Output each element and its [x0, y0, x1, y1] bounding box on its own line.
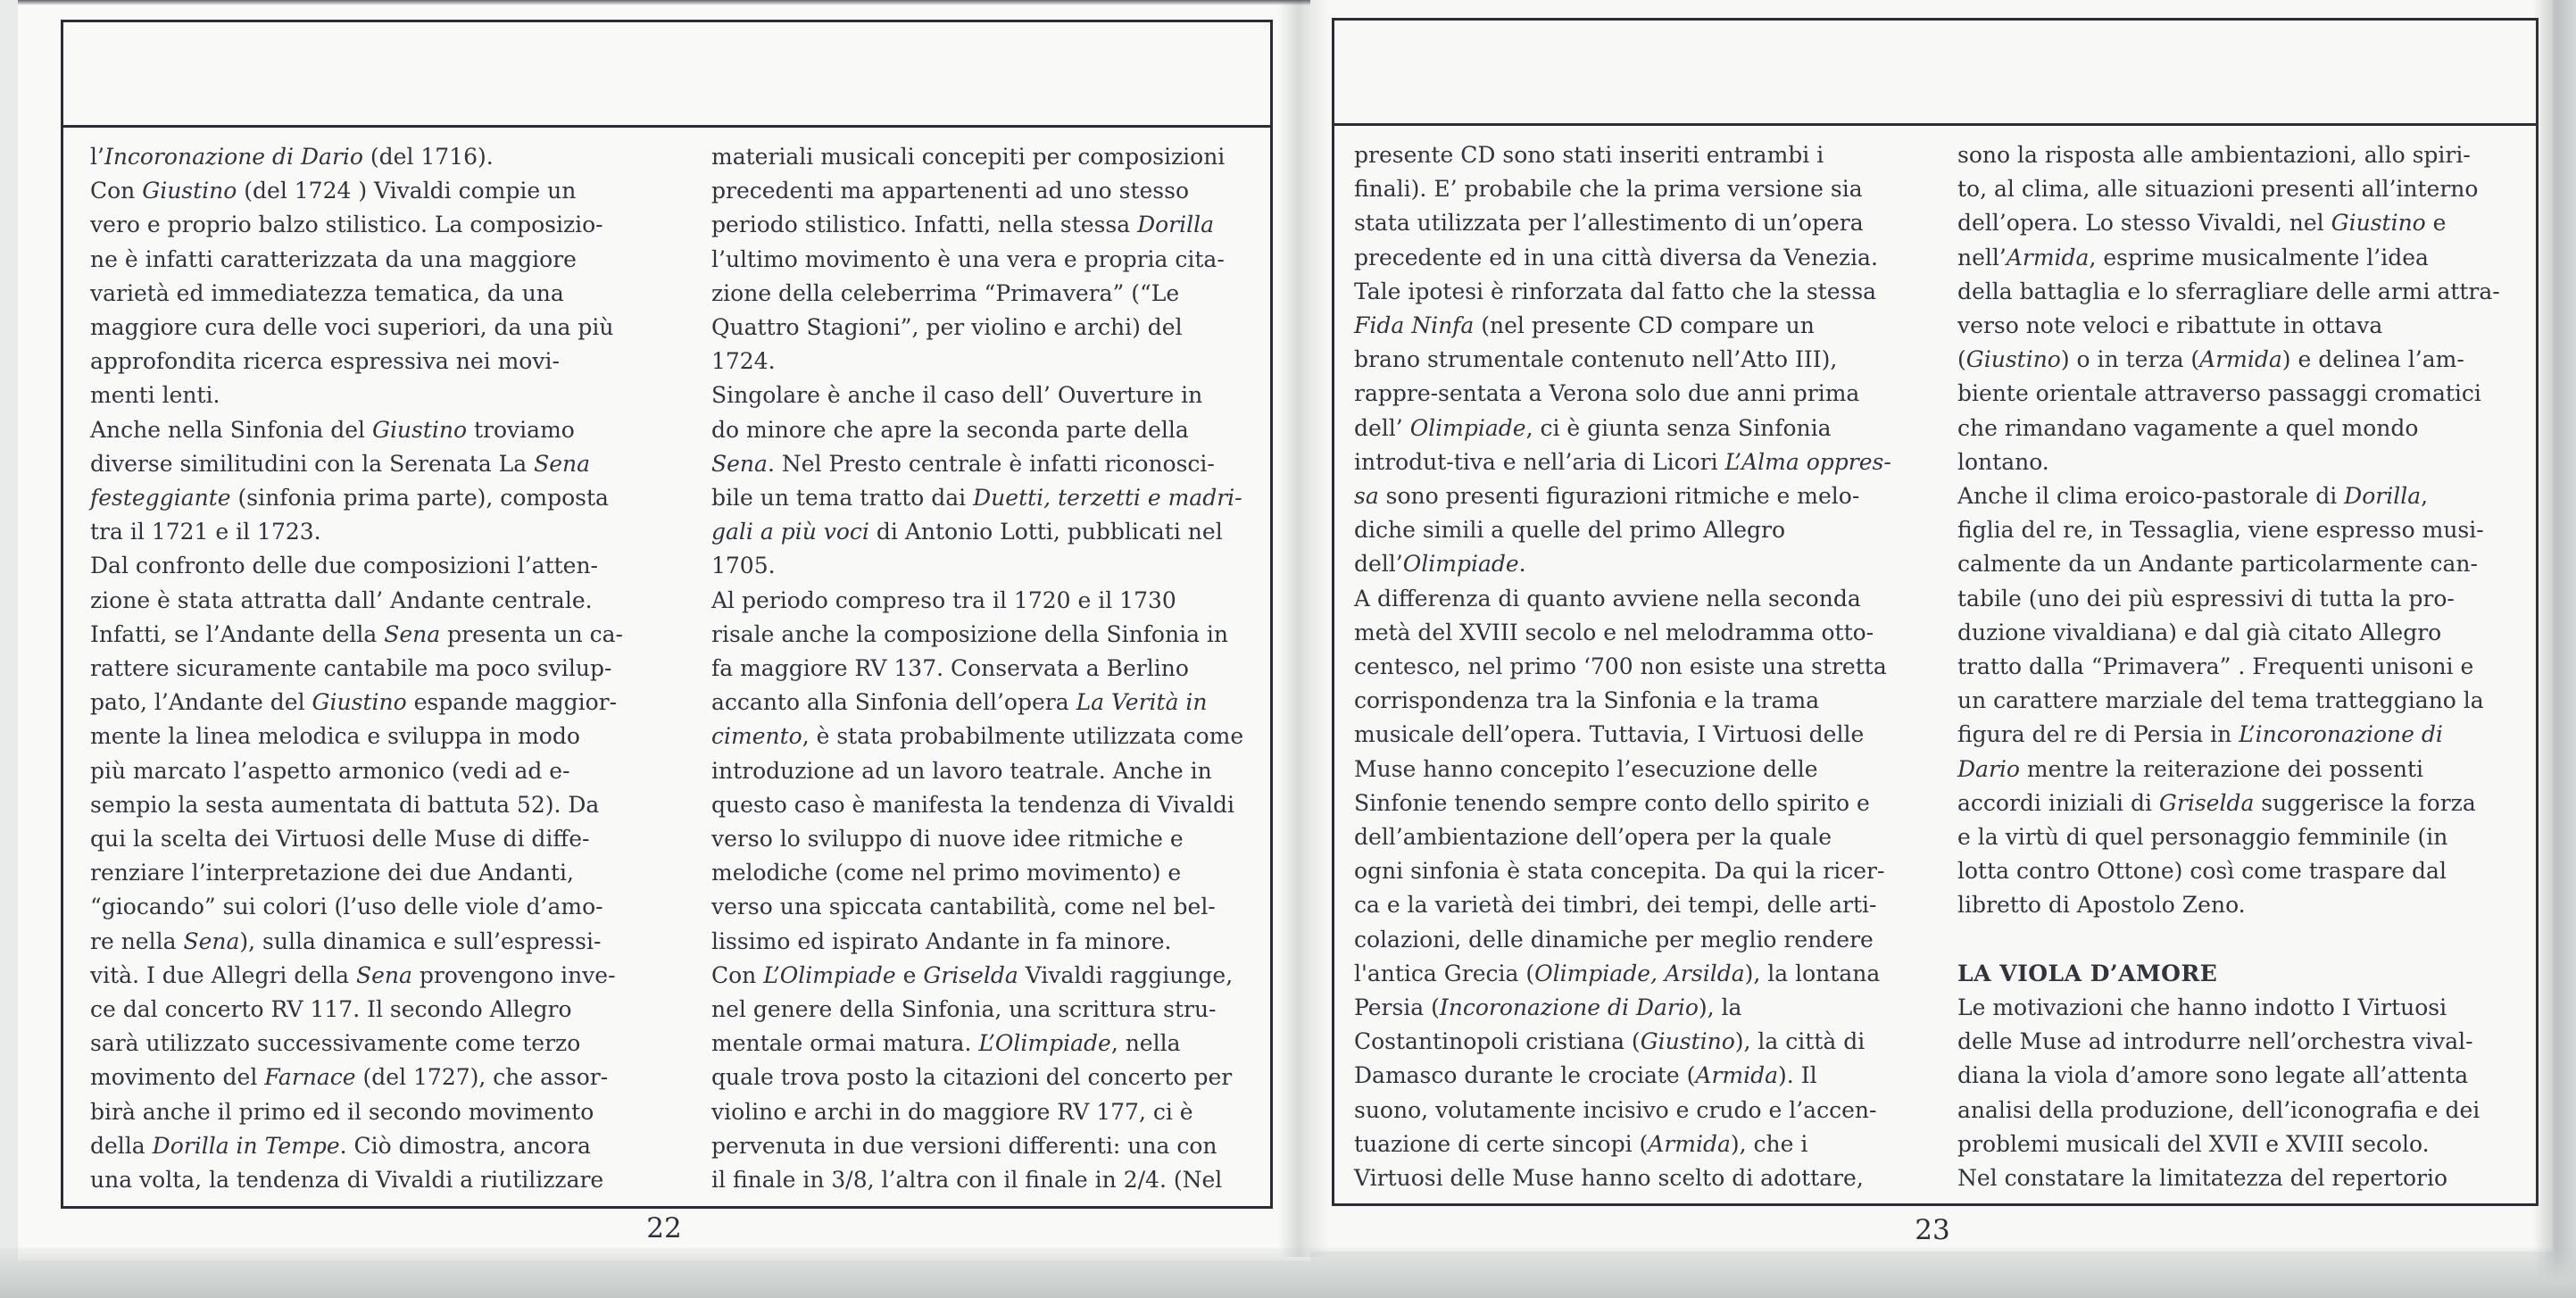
text-line: (Giustino) o in terza (Armida) e delinea l’am-	[1957, 346, 2464, 373]
text-line: bile un tema tratto dai Duetti, terzetti e madri-	[711, 485, 1242, 512]
text-line: maggiore cura delle voci superiori, da una più	[90, 314, 614, 341]
text-line: delle Muse ad introdurre nell’orchestra vival-	[1957, 1028, 2473, 1055]
text-line: mentale ormai matura. L’Olimpiade, nella	[711, 1030, 1181, 1057]
text-line: do minore che apre la seconda parte della	[711, 416, 1189, 443]
text-line: “giocando” sui colori (l’uso delle viole d’amo-	[90, 894, 603, 920]
text-line: diche simili a quelle del primo Allegro	[1354, 517, 1786, 544]
scanner-top-edge-shadow	[18, 0, 1310, 5]
text-line: libretto di Apostolo Zeno.	[1957, 892, 2246, 919]
text-line: figura del re di Persia in L’incoronazione di	[1957, 721, 2443, 748]
text-line: nel genere della Sinfonia, una scrittura stru-	[711, 996, 1217, 1023]
text-line: colazioni, delle dinamiche per meglio rendere	[1354, 926, 1874, 953]
text-line: finali). E’ probabile che la prima versione sia	[1354, 176, 1863, 203]
page-23-column-2	[1957, 138, 2520, 1203]
text-line: materiali musicali concepiti per composizioni	[711, 144, 1226, 170]
text-line: Sena. Nel Presto centrale è infatti riconosci-	[711, 450, 1215, 477]
page-23-frame	[1332, 18, 2539, 1206]
text-line: 1705.	[711, 553, 776, 579]
text-line: Sinfonie tenendo sempre conto dello spirito e	[1354, 789, 1870, 816]
text-line: pato, l’Andante del Giustino espande maggior-	[90, 689, 618, 716]
text-line: metà del XVIII secolo e nel melodramma otto-	[1354, 619, 1874, 645]
text-line: e la virtù di quel personaggio femminile (in	[1957, 824, 2448, 851]
text-line: movimento del Farnace (del 1727), che assor-	[90, 1064, 609, 1091]
text-line: Le motivazioni che hanno indotto I Virtuosi	[1957, 994, 2447, 1021]
text-line: violino e archi in do maggiore RV 177, ci è	[711, 1098, 1193, 1125]
booklet-spine-shadow	[1278, 0, 1330, 1257]
page-22-column-2	[711, 140, 1258, 1206]
page-right-edge-shadow	[2533, 0, 2576, 1298]
text-line: melodiche (come nel primo movimento) e	[711, 860, 1182, 886]
text-line: Costantinopoli cristiana (Giustino), la città di	[1354, 1028, 1866, 1055]
text-line: risale anche la composizione della Sinfonia in	[711, 620, 1229, 647]
text-line: Persia (Incoronazione di Dario), la	[1354, 994, 1742, 1021]
text-line: presente CD sono stati inseriti entrambi i	[1354, 142, 1824, 168]
text-line: accanto alla Sinfonia dell’opera La Verità in	[711, 689, 1208, 716]
text-line: l’Incoronazione di Dario (del 1716).	[90, 144, 494, 170]
text-line: accordi iniziali di Griselda suggerisce la forza	[1957, 789, 2476, 816]
text-line: introduzione ad un lavoro teatrale. Anche in	[711, 757, 1212, 784]
text-line: Virtuosi delle Muse hanno scelto di adottare,	[1354, 1165, 1864, 1192]
text-line: fa maggiore RV 137. Conservata a Berlino	[711, 655, 1189, 682]
page-number-23: 23	[1915, 1214, 1950, 1246]
text-line: l’ultimo movimento è una vera e propria cita-	[711, 245, 1225, 272]
text-line: mente la linea melodica e sviluppa in modo	[90, 723, 580, 750]
text-line: lotta contro Ottone) così come traspare dal	[1957, 858, 2447, 885]
text-line: duzione vivaldiana) e dal già citato Allegro	[1957, 619, 2442, 645]
text-line: approfondita ricerca espressiva nei movi-	[90, 348, 560, 375]
text-line: della battaglia e lo sferragliare delle armi attra-	[1957, 278, 2500, 304]
text-line: Al periodo compreso tra il 1720 e il 1730	[711, 587, 1176, 613]
text-line: dell’ambientazione dell’opera per la quale	[1354, 824, 1832, 851]
text-line: to, al clima, alle situazioni presenti all’interno	[1957, 176, 2479, 203]
text-line: più marcato l’aspetto armonico (vedi ad e-	[90, 757, 570, 784]
text-line: Anche il clima eroico-pastorale di Dorilla,	[1957, 483, 2429, 510]
text-line	[1957, 923, 2520, 957]
text-line: sono la risposta alle ambientazioni, allo spiri-	[1957, 142, 2471, 168]
text-line: Con L’Olimpiade e Griselda Vivaldi raggiunge,	[711, 961, 1234, 988]
text-line: brano strumentale contenuto nell’Atto III),	[1354, 346, 1838, 373]
text-line: ca e la varietà dei timbri, dei tempi, delle arti-	[1354, 892, 1877, 919]
text-line: figlia del re, in Tessaglia, viene espresso musi-	[1957, 517, 2484, 544]
text-line: vero e proprio balzo stilistico. La composizio-	[90, 212, 603, 238]
text-line: rappre-sentata a Verona solo due anni prima	[1354, 380, 1860, 407]
text-line: Dal confronto delle due composizioni l’atten-	[90, 553, 599, 579]
text-line: ce dal concerto RV 117. Il secondo Allegro	[90, 996, 572, 1023]
text-line: birà anche il primo ed il secondo movimento	[90, 1098, 594, 1125]
page-22-column-1	[90, 140, 695, 1206]
text-line: lissimo ed ispirato Andante in fa minore.	[711, 928, 1172, 954]
text-line: menti lenti.	[90, 382, 220, 409]
page-23-header-box	[1334, 21, 2536, 126]
text-line: Con Giustino (del 1724 ) Vivaldi compie un	[90, 178, 577, 204]
page-23-text-area	[1334, 126, 2536, 1203]
text-line: verso lo sviluppo di nuove idee ritmiche e	[711, 826, 1184, 853]
text-line: l'antica Grecia (Olimpiade, Arsilda), la lontana	[1354, 960, 1881, 986]
text-line: Infatti, se l’Andante della Sena presenta un ca-	[90, 620, 623, 647]
text-line: una volta, la tendenza di Vivaldi a riutilizzare	[90, 1167, 604, 1194]
text-line: A differenza di quanto avviene nella seconda	[1354, 585, 1861, 612]
text-line: diverse similitudini con la Serenata La Sena	[90, 450, 591, 477]
text-line: ogni sinfonia è stata concepita. Da qui la ricer-	[1354, 858, 1885, 885]
text-line: re nella Sena), sulla dinamica e sull’espressi-	[90, 928, 602, 954]
text-line: Quattro Stagioni”, per violino e archi) del	[711, 314, 1183, 341]
text-line: biente orientale attraverso passaggi cromatici	[1957, 380, 2481, 407]
text-line: verso note veloci e ribattute in ottava	[1957, 312, 2383, 339]
text-line: sempio la sesta aumentata di battuta 52). Da	[90, 791, 600, 818]
text-line: LA VIOLA D’AMORE	[1957, 960, 2218, 986]
text-line: Anche nella Sinfonia del Giustino troviamo	[90, 416, 575, 443]
text-line: zione è stata attratta dall’ Andante centrale.	[90, 587, 593, 613]
text-line: lontano.	[1957, 448, 2049, 475]
page-22-text-area	[63, 128, 1270, 1206]
text-line: diana la viola d’amore sono legate all’attenta	[1957, 1062, 2469, 1089]
text-line: vità. I due Allegri della Sena provengono inve-	[90, 961, 616, 988]
text-line: Muse hanno concepito l’esecuzione delle	[1354, 755, 1818, 782]
text-line: cimento, è stata probabilmente utilizzata come	[711, 723, 1244, 750]
text-line: pervenuta in due versioni differenti: una con	[711, 1132, 1217, 1159]
text-line: problemi musicali del XVII e XVIII secolo.	[1957, 1130, 2430, 1157]
text-line: nell’Armida, esprime musicalmente l’idea	[1957, 244, 2429, 270]
text-line: Dario mentre la reiterazione dei possenti	[1957, 755, 2423, 782]
text-line: rattere sicuramente cantabile ma poco svilup-	[90, 655, 612, 682]
text-line: 1724.	[711, 348, 776, 375]
text-line: Tale ipotesi è rinforzata dal fatto che la stessa	[1354, 278, 1877, 304]
text-line: stata utilizzata per l’allestimento di un’opera	[1354, 210, 1864, 237]
text-line: introdut-tiva e nell’aria di Licori L’Alma oppres-	[1354, 448, 1891, 475]
text-line: verso una spiccata cantabilità, come nel bel-	[711, 894, 1216, 920]
page-23-column-1	[1354, 138, 1943, 1203]
text-line: dell’opera. Lo stesso Vivaldi, nel Giustino e	[1957, 210, 2447, 237]
text-line: gali a più voci di Antonio Lotti, pubblicati nel	[711, 519, 1223, 545]
text-line: dell’Olimpiade.	[1354, 551, 1526, 578]
text-line: un carattere marziale del tema tratteggiano la	[1957, 687, 2484, 714]
page-22-frame	[61, 20, 1273, 1209]
text-line: centesco, nel primo ‘700 non esiste una stretta	[1354, 653, 1887, 680]
text-line: quale trova posto la citazioni del concerto per	[711, 1064, 1233, 1091]
text-line: sa sono presenti figurazioni ritmiche e melo-	[1354, 483, 1860, 510]
text-line: zione della celeberrima “Primavera” (“Le	[711, 279, 1180, 306]
text-line: dell’ Olimpiade, ci è giunta senza Sinfonia	[1354, 414, 1832, 441]
text-line: calmente da un Andante particolarmente can-	[1957, 551, 2478, 578]
text-line: suono, volutamente incisivo e crudo e l’accen-	[1354, 1096, 1877, 1123]
text-line: tuazione di certe sincopi (Armida), che i	[1354, 1130, 1808, 1157]
text-line: corrispondenza tra la Sinfonia e la trama	[1354, 687, 1820, 714]
text-line: renziare l’interpretazione dei due Andanti,	[90, 860, 574, 886]
text-line: tratto dalla “Primavera” . Frequenti unisoni e	[1957, 653, 2474, 680]
text-line: che rimandano vagamente a quel mondo	[1957, 414, 2419, 441]
text-line: Fida Ninfa (nel presente CD compare un	[1354, 312, 1815, 339]
text-line: Singolare è anche il caso dell’ Ouverture in	[711, 382, 1203, 409]
text-line: varietà ed immediatezza tematica, da una	[90, 279, 564, 306]
text-line: qui la scelta dei Virtuosi delle Muse di diffe-	[90, 826, 590, 853]
text-line: precedenti ma appartenenti ad uno stesso	[711, 178, 1190, 204]
text-line: questo caso è manifesta la tendenza di Vivaldi	[711, 791, 1235, 818]
text-line: Damasco durante le crociate (Armida). Il	[1354, 1062, 1817, 1089]
text-line: tra il 1721 e il 1723.	[90, 519, 321, 545]
text-line: della Dorilla in Tempe. Ciò dimostra, ancora	[90, 1132, 591, 1159]
text-line: precedente ed in una città diversa da Venezia.	[1354, 244, 1878, 270]
text-line: ne è infatti caratterizzata da una maggiore	[90, 245, 577, 272]
page-number-22: 22	[646, 1212, 682, 1244]
text-line: Nel constatare la limitatezza del repertorio	[1957, 1165, 2448, 1192]
text-line: analisi della produzione, dell’iconografia e dei	[1957, 1096, 2480, 1123]
scanner-bottom-shadow	[0, 1248, 2576, 1298]
page-22-header-box	[63, 22, 1270, 128]
text-line: musicale dell’opera. Tuttavia, I Virtuosi delle	[1354, 721, 1865, 748]
text-line: periodo stilistico. Infatti, nella stessa Dorilla	[711, 212, 1215, 238]
text-line: festeggiante (sinfonia prima parte), composta	[90, 485, 609, 512]
text-line: sarà utilizzato successivamente come terzo	[90, 1030, 581, 1057]
text-line: il finale in 3/8, l’altra con il finale in 2/4. (Nel	[711, 1167, 1223, 1194]
text-line: tabile (uno dei più espressivi di tutta la pro-	[1957, 585, 2455, 612]
